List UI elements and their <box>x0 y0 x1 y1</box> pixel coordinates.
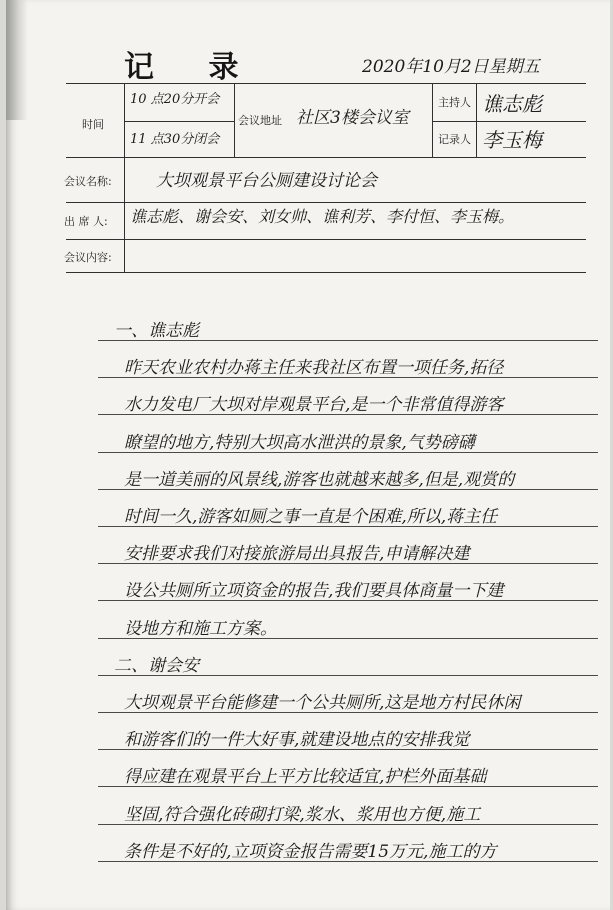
ruled-line <box>98 526 598 527</box>
content-line: 得应建在观景平台上平方比较适宜,护栏外面基础 <box>124 767 487 788</box>
location-column-border <box>432 83 433 157</box>
table-header-bottom <box>66 157 586 158</box>
label-column-border <box>124 83 125 272</box>
attendee-row-bottom <box>66 239 586 240</box>
content-line: 和游客们的一件大好事,就建设地点的安排我觉 <box>124 730 470 751</box>
content-line: 大坝观景平台能修建一个公共厕所,这是地方村民休闲 <box>124 693 521 713</box>
host-divider <box>432 121 586 122</box>
time-label: 时间 <box>82 118 104 131</box>
page-title: 记 录 <box>124 50 261 85</box>
speaker-heading: 二、谢会安 <box>114 655 199 676</box>
meeting-record-page <box>6 0 610 910</box>
host-value: 谯志彪 <box>482 92 542 116</box>
ruled-line <box>98 861 598 862</box>
content-line: 时间一久,游客如厕之事一直是个困难,所以,蒋主任 <box>124 507 498 527</box>
ruled-line <box>98 824 598 825</box>
table-top-border <box>66 83 586 84</box>
content-label: 会议内容: <box>64 251 112 264</box>
content-line: 设公共厕所立项资金的报告,我们要具体商量一下建 <box>124 581 504 602</box>
ruled-line <box>98 600 598 601</box>
ruled-line <box>98 749 598 750</box>
location-value: 社区3楼会议室 <box>296 108 409 128</box>
speaker-heading: 一、谯志彪 <box>114 321 199 341</box>
ruled-line <box>98 786 598 787</box>
ruled-line <box>98 452 598 453</box>
meeting-name-label: 会议名称: <box>64 175 112 188</box>
content-line: 条件是不好的,立项资金报告需要15万元,施工的方 <box>124 841 497 862</box>
ruled-line <box>98 414 598 415</box>
recorder-label: 记录人 <box>438 133 471 146</box>
location-label: 会议地址 <box>238 114 282 127</box>
content-line: 设地方和施工方案。 <box>124 618 277 639</box>
content-line: 坚固,符合强化砖砌打梁,浆水、浆用也方便,施工 <box>124 804 481 825</box>
time-column-border <box>234 83 235 157</box>
meeting-date: 2020年10月2日星期五 <box>362 57 540 77</box>
ruled-line <box>98 563 598 564</box>
name-row-bottom <box>66 202 586 203</box>
content-line: 水力发电厂大坝对岸观景平台,是一个非常值得游客 <box>124 395 504 416</box>
time-divider <box>124 121 234 122</box>
content-line: 安排要求我们对接旅游局出具报告,申请解决建 <box>124 544 470 565</box>
close-time: 11 点30分闭会 <box>130 132 220 147</box>
attendees-value: 谯志彪、谢会安、刘女帅、谯利芳、李付恒、李玉梅。 <box>130 207 515 226</box>
host-label-border <box>476 83 477 157</box>
meeting-name: 大坝观景平台公厕建设讨论会 <box>156 171 377 191</box>
host-label: 主持人 <box>438 96 471 109</box>
ruled-line <box>98 675 598 676</box>
ruled-line <box>98 489 598 490</box>
page-fold-shadow <box>6 0 28 120</box>
content-line: 瞭望的地方,特别大坝高水泄洪的景象,气势磅礴 <box>124 432 475 453</box>
ruled-line <box>98 712 598 713</box>
ruled-line <box>98 638 598 639</box>
content-line: 是一道美丽的风景线,游客也就越来越多,但是,观赏的 <box>124 469 515 490</box>
content-label-bottom <box>66 272 586 273</box>
open-time: 10 点20分开会 <box>130 92 220 107</box>
recorder-value: 李玉梅 <box>482 128 542 152</box>
ruled-line <box>98 377 598 378</box>
attendees-label: 出 席 人: <box>64 215 108 228</box>
ruled-line <box>98 340 598 341</box>
content-line: 昨天农业农村办蒋主任来我社区布置一项任务,拓径 <box>124 358 504 379</box>
